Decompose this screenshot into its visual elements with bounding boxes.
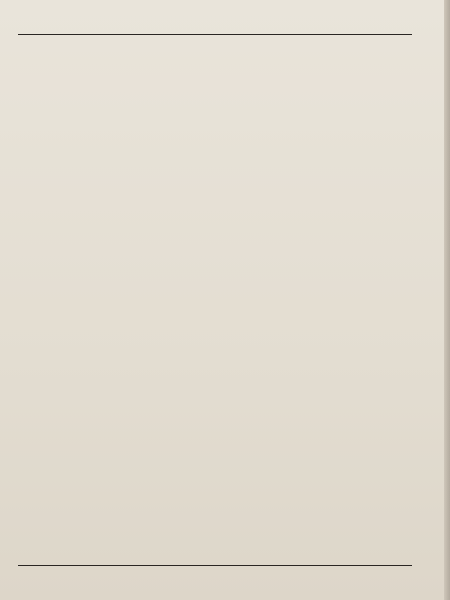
page-edge — [444, 0, 450, 600]
toc-bottom-rule — [18, 565, 412, 566]
toc-top-rule — [18, 34, 412, 35]
